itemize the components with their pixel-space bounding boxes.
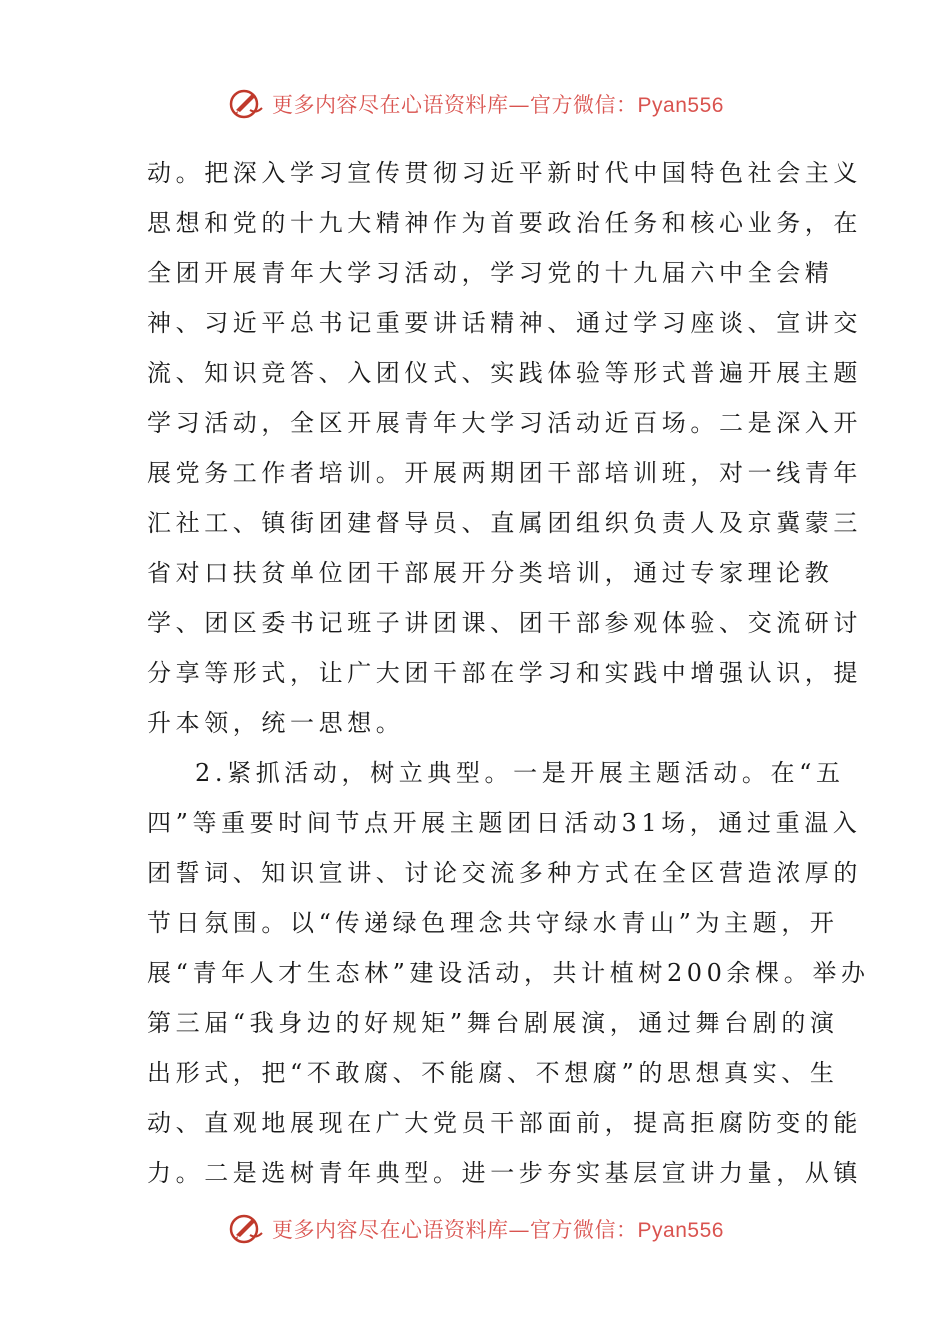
text-line: 展“青年人才生态林”建设活动，共计植树200余棵。举办 — [147, 959, 870, 987]
text-line: 神、习近平总书记重要讲话精神、通过学习座谈、宣讲交 — [147, 309, 862, 337]
text-line: 思想和党的十九大精神作为首要政治任务和核心业务，在 — [147, 209, 862, 237]
watermark-header — [0, 82, 950, 126]
paragraph-start-line: 2.紧抓活动，树立典型。一是开展主题活动。在“五 — [195, 759, 845, 787]
pen-logo-icon — [226, 84, 266, 124]
document-body — [147, 148, 870, 1198]
watermark-text: 更多内容尽在心语资料库—官方微信：Pyan556 — [272, 93, 724, 117]
text-line: 第三届“我身边的好规矩”舞台剧展演，通过舞台剧的演 — [147, 1009, 839, 1037]
text-line: 展党务工作者培训。开展两期团干部培训班，对一线青年 — [147, 459, 862, 487]
text-line: 力。二是选树青年典型。进一步夯实基层宣讲力量，从镇 — [147, 1159, 862, 1187]
text-line: 升本领，统一思想。 — [147, 709, 405, 737]
text-line: 动。把深入学习宣传贯彻习近平新时代中国特色社会主义 — [147, 159, 862, 187]
text-line: 节日氛围。以“传递绿色理念共守绿水青山”为主题，开 — [147, 909, 839, 937]
text-line: 分享等形式，让广大团干部在学习和实践中增强认识，提 — [147, 659, 862, 687]
text-line: 动、直观地展现在广大党员干部面前，提高拒腐防变的能 — [147, 1109, 862, 1137]
watermark-footer — [0, 1207, 950, 1251]
text-line: 流、知识竞答、入团仪式、实践体验等形式普遍开展主题 — [147, 359, 862, 387]
wechat-id: Pyan556 — [637, 1219, 724, 1242]
text-line: 全团开展青年大学习活动，学习党的十九届六中全会精 — [147, 259, 834, 287]
text-line: 出形式，把“不敢腐、不能腐、不想腐”的思想真实、生 — [147, 1059, 839, 1087]
text-line: 汇社工、镇街团建督导员、直属团组织负责人及京冀蒙三 — [147, 509, 862, 537]
text-line: 学、团区委书记班子讲团课、团干部参观体验、交流研讨 — [147, 609, 862, 637]
wechat-id: Pyan556 — [637, 94, 724, 117]
text-line: 省对口扶贫单位团干部展开分类培训，通过专家理论教 — [147, 559, 834, 587]
watermark-text: 更多内容尽在心语资料库—官方微信：Pyan556 — [272, 1218, 724, 1242]
pen-logo-icon — [226, 1209, 266, 1249]
text-line: 学习活动，全区开展青年大学习活动近百场。二是深入开 — [147, 409, 862, 437]
text-line: 团誓词、知识宣讲、讨论交流多种方式在全区营造浓厚的 — [147, 859, 862, 887]
text-line: 四”等重要时间节点开展主题团日活动31场，通过重温入 — [147, 809, 862, 837]
